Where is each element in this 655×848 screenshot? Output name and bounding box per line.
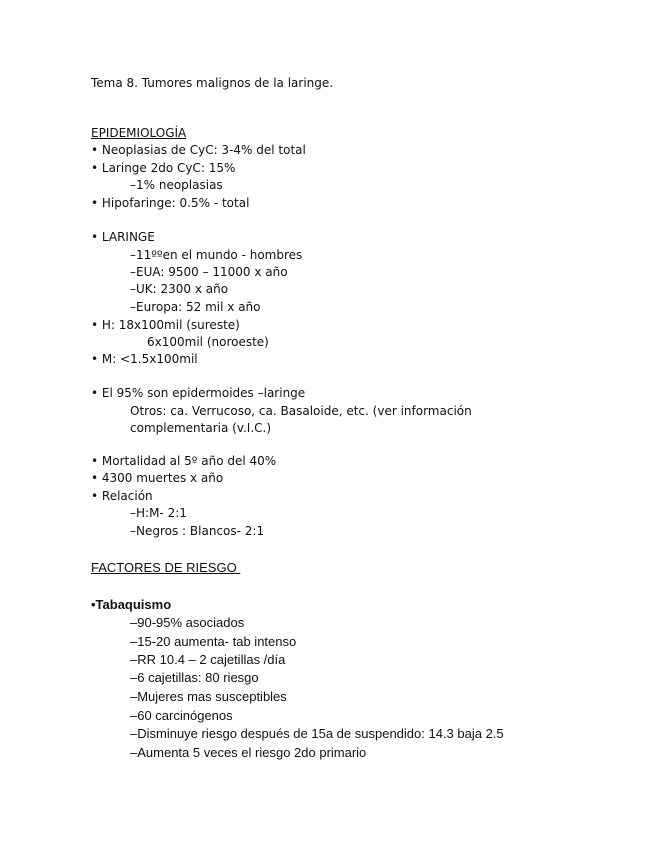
factor-item: –6 cajetillas: 80 riesgo — [130, 670, 259, 685]
epi-line: • M: <1.5x100mil — [91, 352, 198, 366]
epi-subline: –EUA: 9500 – 11000 x año — [130, 265, 288, 279]
epi-line: • Mortalidad al 5º año del 40% — [91, 454, 277, 468]
tabaquismo-label: •Tabaquismo — [91, 597, 172, 612]
epi-line: • H: 18x100mil (sureste) — [91, 318, 240, 332]
epi-subline: –1% neoplasias — [130, 178, 223, 192]
epi-line: • Hipofaringe: 0.5% - total — [91, 196, 250, 210]
epi-subline: –UK: 2300 x año — [130, 282, 229, 296]
epidemiologia-heading: EPIDEMIOLOGÍA — [91, 126, 187, 140]
epi-subline: 6x100mil (noroeste) — [147, 335, 269, 349]
factor-item: –15-20 aumenta- tab intenso — [130, 634, 297, 649]
factor-item: –90-95% asociados — [130, 615, 245, 630]
factores-heading: FACTORES DE RIESGO — [91, 560, 241, 575]
epi-line: • 4300 muertes x año — [91, 471, 224, 485]
factor-item: –Disminuye riesgo después de 15a de suspendido: 14.3 baja 2.5 — [130, 726, 504, 741]
factor-item: –Mujeres mas susceptibles — [130, 689, 287, 704]
epi-line: • El 95% son epidermoides –laringe — [91, 386, 306, 400]
epi-subline: –Negros : Blancos- 2:1 — [130, 524, 265, 538]
factor-item: –60 carcinógenos — [130, 708, 233, 723]
epi-subline: complementaria (v.I.C.) — [130, 421, 272, 435]
epi-line: • LARINGE — [91, 230, 155, 244]
epi-line: • Laringe 2do CyC: 15% — [91, 161, 236, 175]
factor-item: –Aumenta 5 veces el riesgo 2do primario — [130, 745, 367, 760]
factor-item: –RR 10.4 – 2 cajetillas /día — [130, 652, 286, 667]
epi-line: • Relación — [91, 489, 153, 503]
epi-subline: –11ººen el mundo - hombres — [130, 248, 303, 262]
document-title: Tema 8. Tumores malignos de la laringe. — [91, 76, 334, 90]
epi-subline: Otros: ca. Verrucoso, ca. Basaloide, etc. (ver información — [130, 404, 472, 418]
epi-subline: –H:M- 2:1 — [130, 506, 187, 520]
epi-line: • Neoplasias de CyC: 3-4% del total — [91, 143, 306, 157]
epi-subline: –Europa: 52 mil x año — [130, 300, 261, 314]
